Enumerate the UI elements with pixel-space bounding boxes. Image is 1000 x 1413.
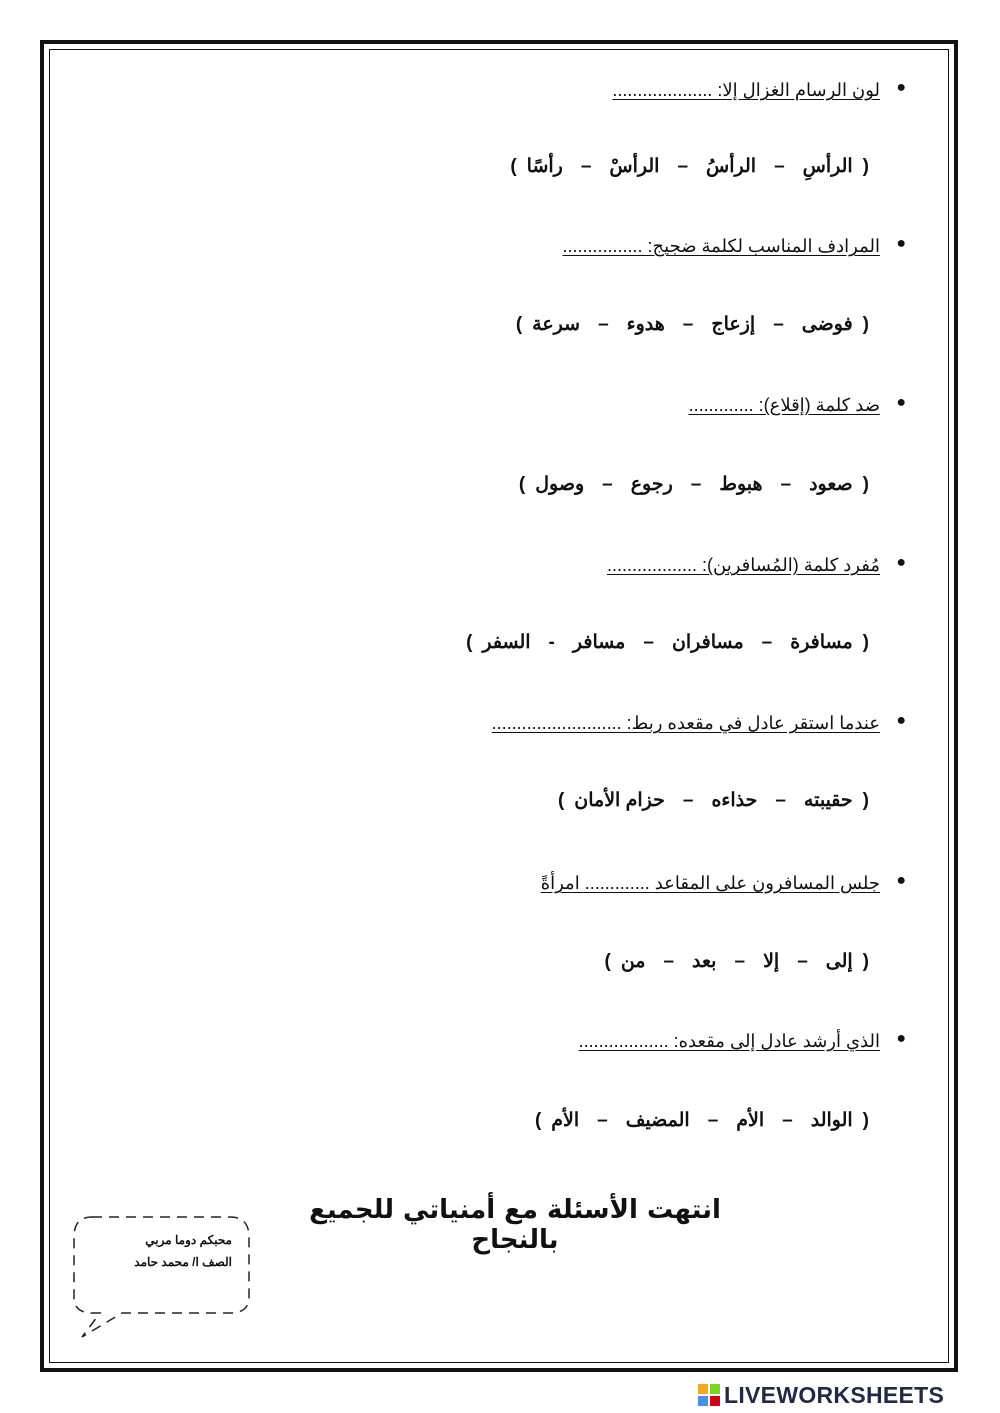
paren-close: ) xyxy=(510,156,517,177)
choice-separator: – xyxy=(775,790,786,811)
choice-separator: – xyxy=(797,951,808,972)
bullet-icon: ● xyxy=(896,872,906,889)
choice-option[interactable]: هدوء xyxy=(626,314,665,335)
choice-option[interactable]: الرأسِ xyxy=(802,156,853,177)
choice-separator: – xyxy=(663,951,675,972)
choice-option[interactable]: الأم xyxy=(551,1110,580,1131)
paren-open: ( xyxy=(862,314,869,335)
logo-square-3 xyxy=(698,1396,708,1406)
choice-separator: – xyxy=(761,632,773,653)
choices-row-3 xyxy=(513,473,875,496)
choice-option[interactable]: إلا xyxy=(763,951,780,972)
choice-separator: – xyxy=(602,474,613,495)
bullet-icon: ● xyxy=(896,554,906,571)
signature-line-2: الصف ا/ محمد حامد xyxy=(134,1255,232,1269)
choice-separator: – xyxy=(707,1110,719,1131)
choice-option[interactable]: إلى xyxy=(825,951,853,972)
bullet-icon: ● xyxy=(896,712,906,729)
question-3 xyxy=(688,394,906,416)
bullet-icon: ● xyxy=(896,1030,906,1047)
choice-option[interactable]: الرأسْ xyxy=(609,156,660,177)
choice-option[interactable]: إزعاج xyxy=(711,314,756,335)
paren-close: ) xyxy=(604,951,611,972)
choice-option[interactable]: رأسًا xyxy=(526,156,563,177)
choice-option[interactable]: رجوع xyxy=(630,474,673,495)
choice-separator: – xyxy=(690,474,702,495)
paren-open: ( xyxy=(862,632,869,653)
question-4 xyxy=(607,554,906,576)
question-text: جلس المسافرون على المقاعد ............. امرأةً xyxy=(540,873,880,893)
choices-row-7 xyxy=(529,1109,875,1132)
choice-option[interactable]: سرعة xyxy=(532,314,581,335)
question-text: عندما استقر عادل في مقعده ربط: .......................... xyxy=(491,713,880,733)
choice-separator: - xyxy=(548,632,555,653)
choice-separator: – xyxy=(598,314,609,335)
liveworksheets-logo[interactable] xyxy=(698,1380,998,1410)
choice-option[interactable]: بعد xyxy=(692,951,717,972)
brand-name: LIVEWORKSHEETS xyxy=(724,1382,945,1408)
choice-option[interactable]: صعود xyxy=(809,474,853,495)
choice-option[interactable]: فوضى xyxy=(801,314,853,335)
choice-option[interactable]: هبوط xyxy=(719,474,763,495)
choice-option[interactable]: وصول xyxy=(535,474,585,495)
choices-row-4 xyxy=(460,631,875,654)
paren-close: ) xyxy=(557,790,565,811)
bullet-icon: ● xyxy=(896,394,906,411)
paren-open: ( xyxy=(862,1110,869,1131)
choice-separator: – xyxy=(643,632,654,653)
logo-square-1 xyxy=(698,1384,708,1394)
choice-separator: – xyxy=(782,1110,793,1131)
signature-bubble xyxy=(72,1215,250,1315)
paren-open: ( xyxy=(862,790,869,811)
question-2 xyxy=(562,235,906,257)
choice-option[interactable]: مسافرة xyxy=(790,632,853,653)
paren-close: ) xyxy=(534,1110,542,1131)
choice-option[interactable]: الرأسُ xyxy=(706,156,757,177)
choice-option[interactable]: الوالد xyxy=(810,1110,853,1131)
choice-separator: – xyxy=(597,1110,608,1131)
choices-row-5 xyxy=(552,789,875,812)
question-6 xyxy=(540,872,906,894)
logo-square-2 xyxy=(710,1384,720,1394)
choice-separator: – xyxy=(774,156,785,177)
question-text: مُفرد كلمة (المُسافرين): .................. xyxy=(607,555,880,575)
choice-option[interactable]: مسافران xyxy=(671,632,744,653)
logo-square-4 xyxy=(710,1396,720,1406)
choice-separator: – xyxy=(780,474,792,495)
signature-line-1: محبكم دوما مربي xyxy=(145,1233,232,1247)
choice-option[interactable]: مسافر xyxy=(572,632,626,653)
choice-separator: – xyxy=(682,314,694,335)
paren-close: ) xyxy=(515,314,523,335)
choices-row-6 xyxy=(599,950,876,973)
question-text: الذي أرشد عادل إلى مقعده: .................. xyxy=(578,1031,880,1051)
paren-open: ( xyxy=(862,474,869,495)
choices-row-1 xyxy=(504,155,875,178)
paren-close: ) xyxy=(518,474,526,495)
question-7 xyxy=(578,1030,906,1052)
choice-option[interactable]: حقيبته xyxy=(803,790,853,811)
bullet-icon: ● xyxy=(896,79,906,96)
choice-option[interactable]: حزام الأمان xyxy=(574,790,665,811)
choice-option[interactable]: السفر xyxy=(482,632,531,653)
question-text: ضد كلمة (إقلاع): ............. xyxy=(688,395,880,415)
choice-separator: – xyxy=(734,951,746,972)
question-1 xyxy=(612,79,906,101)
closing-message: انتهت الأسئلة مع أمنياتي للجميع بالنجاح xyxy=(309,1195,721,1255)
bullet-icon: ● xyxy=(896,235,906,252)
logo-icon xyxy=(698,1384,720,1406)
choice-separator: – xyxy=(677,156,689,177)
choice-separator: – xyxy=(682,790,694,811)
choice-separator: – xyxy=(580,156,592,177)
paren-close: ) xyxy=(466,632,473,653)
paren-open: ( xyxy=(862,156,869,177)
choice-separator: – xyxy=(773,314,784,335)
question-5 xyxy=(491,712,906,734)
choice-option[interactable]: حذاءه xyxy=(711,790,758,811)
signature-text xyxy=(134,1229,232,1273)
paren-open: ( xyxy=(862,951,869,972)
choice-option[interactable]: من xyxy=(620,951,646,972)
question-text: المرادف المناسب لكلمة ضجيج: ................ xyxy=(562,236,880,256)
choice-option[interactable]: الأم xyxy=(736,1110,765,1131)
question-text: لون الرسام الغزال إلا: .................... xyxy=(612,80,880,100)
choices-row-2 xyxy=(510,313,875,336)
choice-option[interactable]: المضيف xyxy=(625,1110,690,1131)
